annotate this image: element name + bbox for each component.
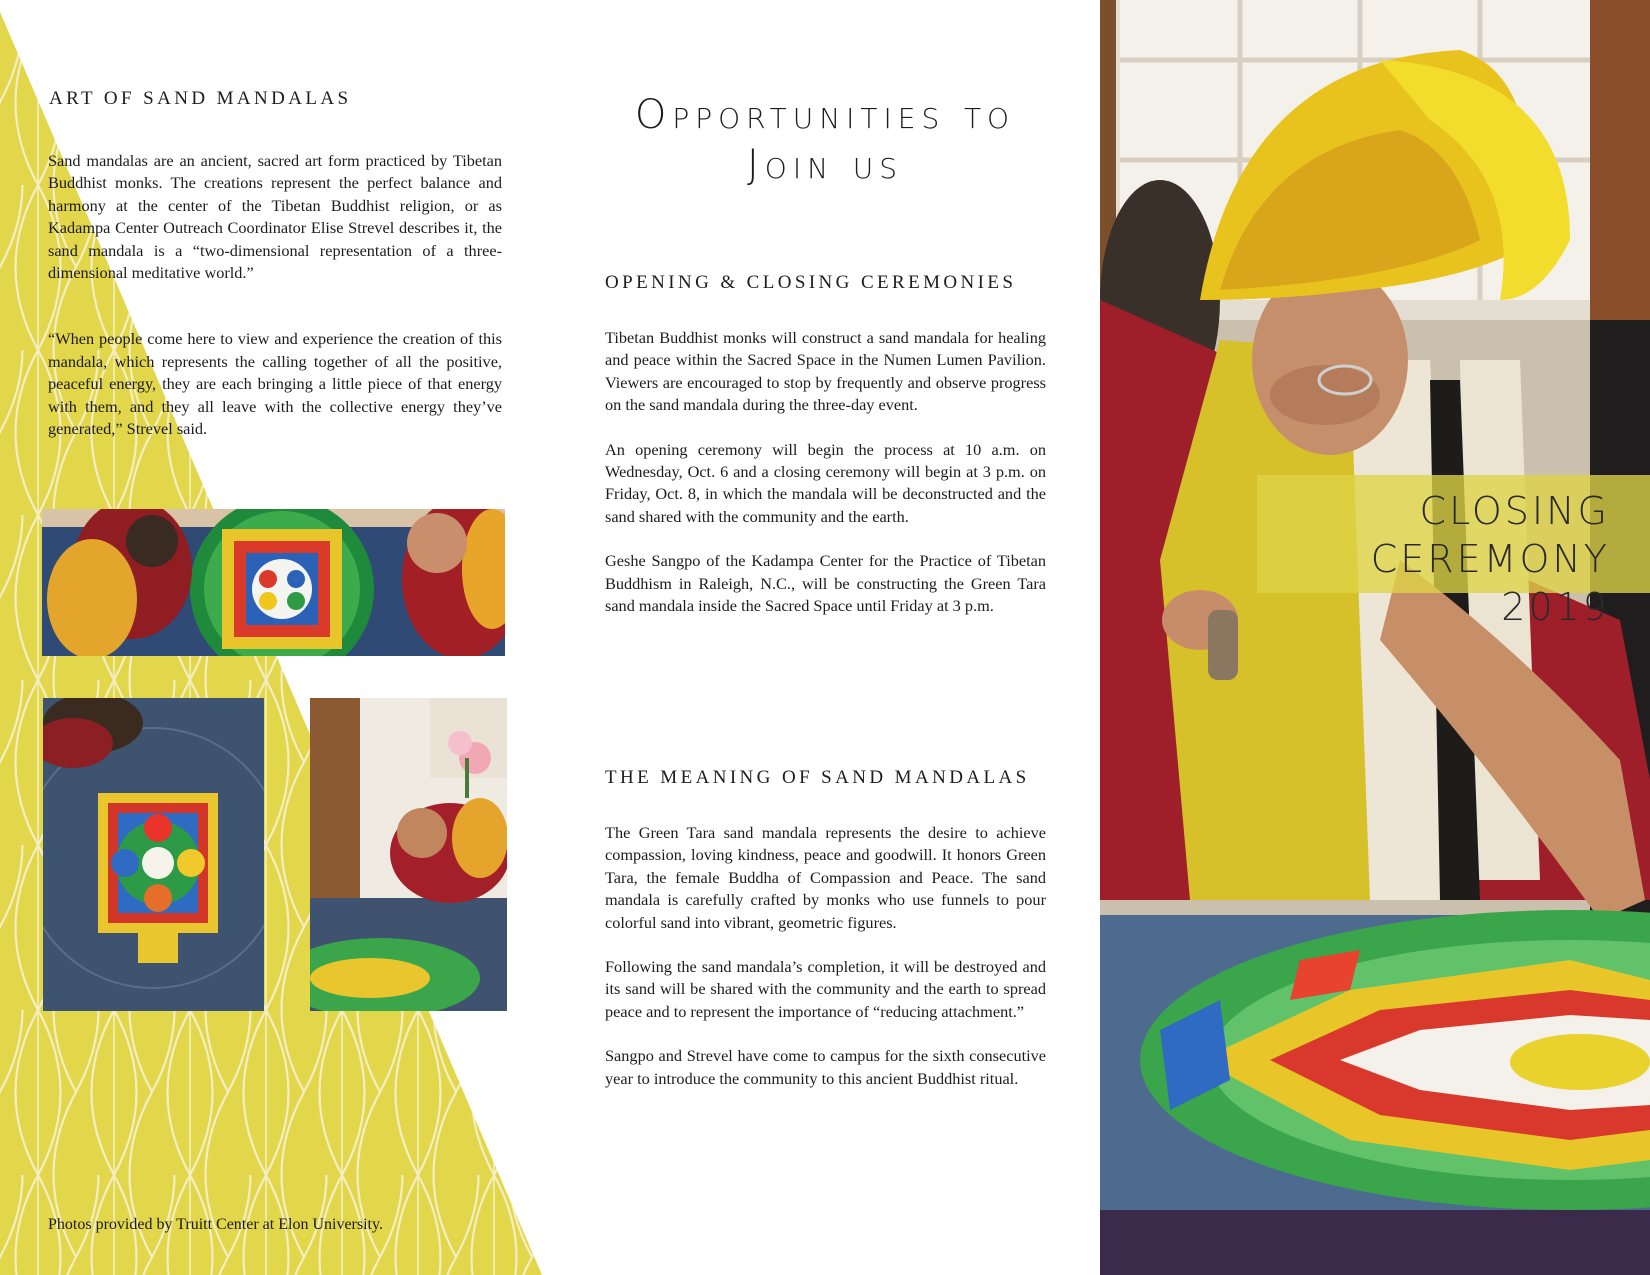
opening-closing-heading: OPENING & CLOSING CEREMONIES xyxy=(605,272,1017,293)
paragraph: Sand mandalas are an ancient, sacred art form practiced by Tibetan Buddhist monks. The creations represent the perfect balance and harmony at the center of the Tibetan Buddhist religion, or as Kadampa Center Outreach Coordinator Elise Strevel describes it, the sand mandala is a “two-dimensional representation of a three-dimensional meditative world.” xyxy=(48,151,502,283)
paragraph: “When people come here to view and experience the creation of this mandala, which represents the calling together of all the positive, peaceful energy, they are each bringing a little piece of that energy with them, and they all leave with the collective energy they’ve generated,” Strevel said. xyxy=(48,329,502,439)
cover-photo-monk xyxy=(1100,0,1650,1275)
left-body-text xyxy=(48,150,502,440)
meaning-heading: THE MEANING OF SAND MANDALAS xyxy=(605,767,1030,788)
paragraph: Following the sand mandala’s completion, it will be destroyed and its sand will be shared with the community and the earth to spread peace and to represent the importance of “reducing attachment.” xyxy=(605,957,1046,1021)
paragraph: The Green Tara sand mandala represents the desire to achieve compassion, loving kindness, peace and goodwill. It honors Green Tara, the female Buddha of Compassion and Peace. The sand mandala is carefully crafted by monks who use funnels to pour colorful sand into vibrant, geometric figures. xyxy=(605,823,1046,932)
banner-line-1: CLOSING xyxy=(1419,489,1610,533)
photo-credit: Photos provided by Truitt Center at Elon University. xyxy=(48,1216,383,1233)
paragraph: Sangpo and Strevel have come to campus for the sixth consecutive year to introduce the community to this ancient Buddhist ritual. xyxy=(605,1046,1046,1088)
section2-body xyxy=(605,822,1046,1090)
art-of-sand-mandalas-heading: ART OF SAND MANDALAS xyxy=(49,88,352,109)
banner-line-2: CEREMONY 2019 xyxy=(1370,537,1610,629)
closing-ceremony-text xyxy=(1257,487,1610,631)
closing-ceremony-banner xyxy=(1257,475,1650,629)
monk-working-photo xyxy=(310,698,507,1011)
paragraph: An opening ceremony will begin the process at 10 a.m. on Wednesday, Oct. 6 and a closing ceremony will begin at 3 p.m. on Friday, Oct. 8, in which the mandala will be deconstructed and the sand shared with the community and the earth. xyxy=(605,439,1046,526)
title-line-2: Join us xyxy=(746,142,904,188)
monks-mandala-photo xyxy=(42,509,505,656)
section1-body xyxy=(605,327,1046,617)
mandala-closeup-photo xyxy=(43,698,264,1011)
paragraph: Geshe Sangpo of the Kadampa Center for the Practice of Tibetan Buddhism in Raleigh, N.C., will be constructing the Green Tara sand mandala inside the Sacred Space until Friday at 3 p.m. xyxy=(605,551,1046,616)
main-title xyxy=(560,90,1090,190)
paragraph: Tibetan Buddhist monks will construct a sand mandala for healing and peace within the Sacred Space in the Numen Lumen Pavilion. Viewers are encouraged to stop by frequently and observe progress on the sand mandala during the three-day event. xyxy=(605,328,1046,415)
title-line-1: Opportunities to xyxy=(634,92,1016,138)
